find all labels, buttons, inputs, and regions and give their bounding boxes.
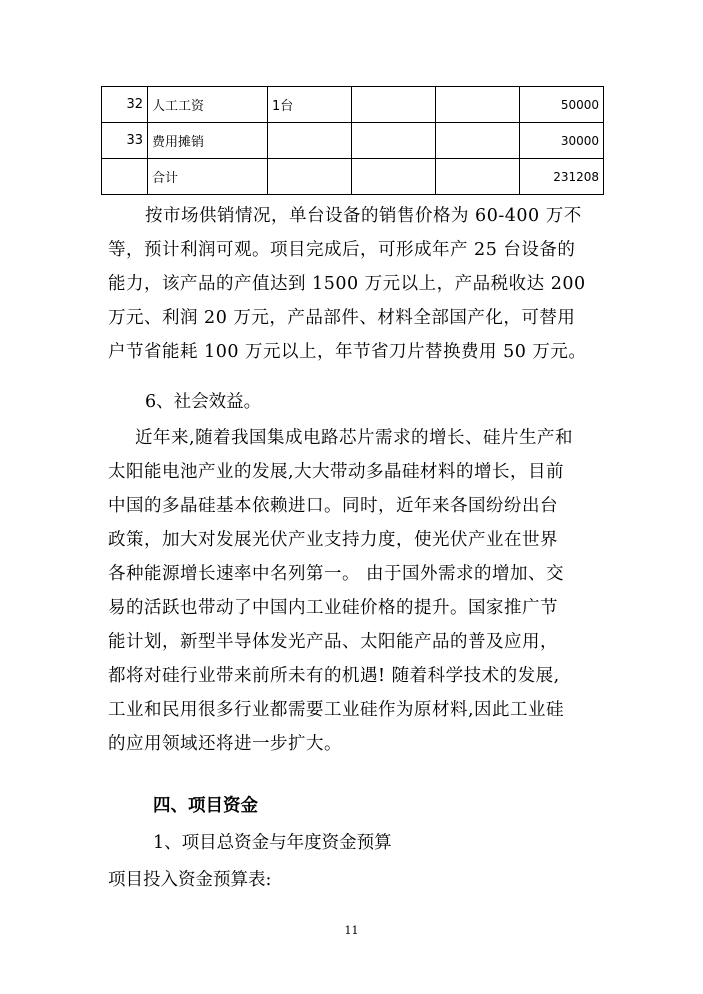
text-line: 中国的多晶硅基本依赖进口。同时，近年来各国纷纷出台 [108, 496, 558, 516]
text-line: 易的活跃也带动了中国内工业硅价格的提升。国家推广节 [108, 598, 558, 618]
table-total-row [102, 159, 604, 195]
text-line: 各种能源增长速率中名列第一。 由于国外需求的增加、交 [108, 564, 565, 584]
table-row [102, 123, 604, 159]
text-line: 万元、利润 20 万元，产品部件、材料全部国产化，可替用 [108, 308, 576, 328]
table-row [102, 87, 604, 123]
row-number: 32 [102, 87, 148, 123]
budget-table-intro: 项目投入资金预算表: [108, 870, 272, 890]
text-line: 能计划，新型半导体发光产品、太阳能产品的普及应用， [108, 632, 558, 652]
section-heading-social-benefit: 6、社会效益。 [145, 392, 262, 412]
text-line: 户节省能耗 100 万元以上，年节省刀片替换费用 50 万元。 [108, 342, 587, 362]
text-line: 等，预计利润可观。项目完成后，可形成年产 25 台设备的 [108, 240, 576, 260]
item-name: 人工工资 [148, 87, 268, 123]
text-line: 太阳能电池产业的发展,大大带动多晶硅材料的增长，目前 [108, 462, 565, 482]
text-line: 政策，加大对发展光伏产业支持力度，使光伏产业在世界 [108, 530, 558, 550]
budget-table [101, 86, 604, 195]
text-line: 都将对硅行业带来前所未有的机遇! 随着科学技术的发展, [108, 666, 560, 686]
item-name: 费用摊销 [148, 123, 268, 159]
text-line: 近年来,随着我国集成电路芯片需求的增长、硅片生产和 [135, 428, 574, 448]
empty-cell [268, 159, 352, 195]
empty-cell [436, 123, 520, 159]
text-line: 按市场供销情况，单台设备的销售价格为 60-400 万不 [145, 206, 582, 226]
empty-cell [102, 159, 148, 195]
text-line: 工业和民用很多行业都需要工业硅作为原材料,因此工业硅 [108, 700, 565, 720]
empty-cell [352, 123, 436, 159]
empty-cell [436, 87, 520, 123]
page-number: 11 [344, 924, 359, 937]
item-amount: 50000 [520, 87, 604, 123]
empty-cell [352, 159, 436, 195]
item-amount: 30000 [520, 123, 604, 159]
paragraph-sales-forecast [108, 199, 598, 369]
item-spec: 1台 [268, 87, 352, 123]
section-heading-project-funds: 四、项目资金 [153, 796, 258, 816]
empty-cell [436, 159, 520, 195]
row-number: 33 [102, 123, 148, 159]
empty-cell [352, 87, 436, 123]
text-line: 的应用领域还将进一步扩大。 [108, 734, 342, 754]
total-label: 合计 [148, 159, 268, 195]
item-spec [268, 123, 352, 159]
text-line: 能力，该产品的产值达到 1500 万元以上，产品税收达 200 [108, 274, 586, 294]
paragraph-social-benefit [108, 421, 598, 761]
total-amount: 231208 [520, 159, 604, 195]
subheading-budget: 1、项目总资金与年度资金预算 [153, 833, 392, 853]
